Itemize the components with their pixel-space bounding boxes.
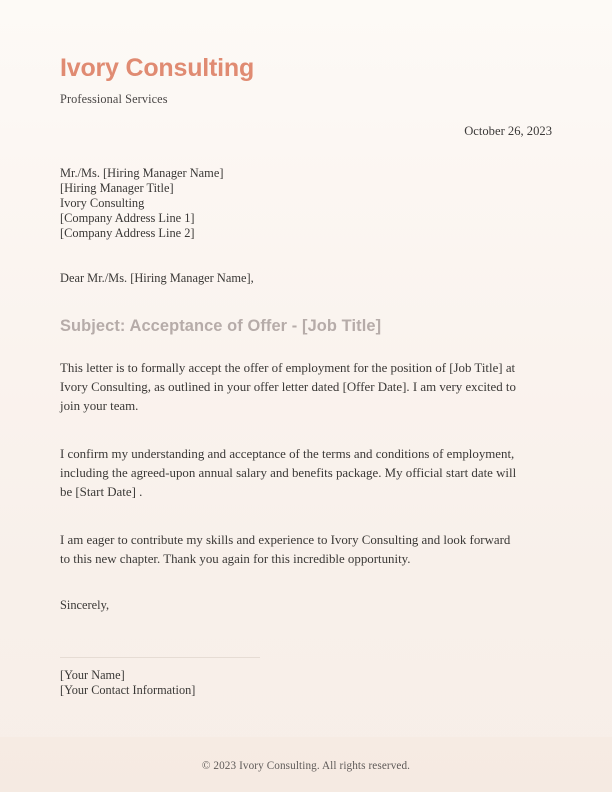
company-name: Ivory Consulting: [60, 54, 255, 82]
letter-body: [60, 359, 552, 569]
body-paragraph: I confirm my understanding and acceptance of the terms and conditions of employment, including the agreed-upon annual salary and benefits package. My official start date will be [Start Date] .: [60, 447, 517, 499]
body-paragraph: I am eager to contribute my skills and experience to Ivory Consulting and look forward to this new chapter. Thank you again for this incredible opportunity.: [60, 532, 511, 566]
recipient-address-block: [60, 166, 552, 242]
recipient-line: [Company Address Line 1]: [60, 210, 195, 225]
recipient-line: Ivory Consulting: [60, 195, 145, 210]
letterhead: [60, 0, 552, 107]
signer-name: [Your Name]: [60, 667, 125, 682]
closing-salutation: Sincerely,: [60, 597, 110, 612]
signer-contact: [Your Contact Information]: [60, 683, 196, 698]
signature-rule: [60, 657, 260, 658]
salutation: Dear Mr./Ms. [Hiring Manager Name],: [60, 271, 254, 286]
company-tagline: Professional Services: [60, 91, 168, 106]
recipient-line: Mr./Ms. [Hiring Manager Name]: [60, 165, 224, 180]
recipient-line: [Hiring Manager Title]: [60, 180, 174, 195]
body-paragraph: This letter is to formally accept the offer of employment for the position of [Job Title] at Ivory Consulting, as outlined in your offer letter dated [Offer Date]. I am very excited to join your team.: [60, 361, 516, 414]
footer-copyright: © 2023 Ivory Consulting. All rights reserved.: [201, 760, 411, 772]
subject-line: Subject: Acceptance of Offer - [Job Title]: [60, 317, 382, 336]
signature-block: [60, 668, 552, 698]
letter-date: October 26, 2023: [464, 123, 552, 138]
document-content: [60, 0, 552, 698]
recipient-line: [Company Address Line 2]: [60, 226, 195, 240]
